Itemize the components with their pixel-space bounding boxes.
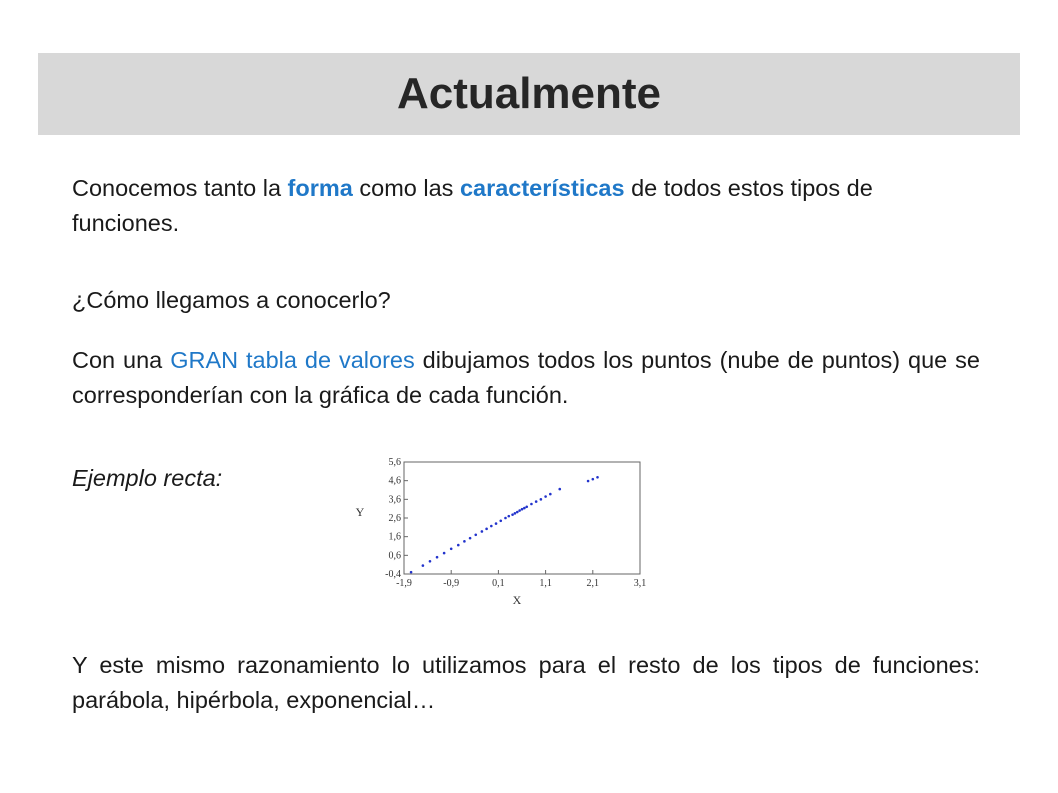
data-point <box>511 513 514 516</box>
highlight-tabla: GRAN tabla de valores <box>170 347 415 373</box>
data-point <box>410 571 413 574</box>
data-point <box>436 556 439 559</box>
y-tick-label: 1,6 <box>388 531 401 543</box>
data-point <box>530 503 533 506</box>
data-point <box>457 544 460 547</box>
data-point <box>469 537 472 540</box>
data-point <box>518 509 521 512</box>
highlight-caracteristicas: características <box>459 175 625 201</box>
data-point <box>558 488 561 491</box>
y-tick-label: 4,6 <box>388 475 401 487</box>
y-tick-label: 2,6 <box>388 513 401 524</box>
data-point <box>429 560 432 563</box>
example-label: Ejemplo recta: <box>72 465 223 491</box>
data-point <box>587 480 590 483</box>
y-axis-label: Y <box>355 505 365 519</box>
y-tick-label: -0,4 <box>385 569 401 580</box>
data-point <box>422 564 425 567</box>
data-point <box>463 540 466 543</box>
data-point <box>596 476 599 479</box>
method-text-a: Con una <box>72 347 171 373</box>
data-point <box>549 493 552 496</box>
x-tick-label: 2,1 <box>586 578 600 589</box>
data-point <box>450 548 453 551</box>
data-point <box>525 506 528 509</box>
paragraph-intro <box>72 171 980 241</box>
data-point <box>507 515 510 518</box>
intro-text-e: de todos estos tipos de funciones. <box>72 175 873 236</box>
intro-text-a: Conocemos tanto la <box>72 175 288 201</box>
x-tick-label: -0,9 <box>443 578 460 589</box>
scatter-chart-svg <box>340 448 650 608</box>
data-point <box>499 520 502 523</box>
title-bar <box>38 53 1020 135</box>
x-axis-label: X <box>512 593 522 607</box>
method-text-c: dibujamos todos los puntos (nube de puntos) que se corresponderían con la gráfica de cada función. <box>72 347 980 408</box>
data-point <box>495 522 498 525</box>
data-point <box>481 530 484 533</box>
y-tick-label: 0,6 <box>388 550 401 562</box>
data-point <box>443 552 446 555</box>
data-point <box>540 498 543 501</box>
data-point <box>504 517 507 520</box>
y-tick-label: 3,6 <box>388 494 401 506</box>
scatter-chart <box>340 448 650 608</box>
data-point <box>490 525 493 528</box>
x-tick-label: -1,9 <box>396 578 412 589</box>
data-point <box>523 507 526 510</box>
x-tick-label: 3,1 <box>633 578 647 589</box>
data-point <box>521 508 524 511</box>
data-point <box>516 511 519 514</box>
data-point <box>535 500 538 503</box>
intro-text-c: como las <box>352 175 460 201</box>
paragraph-conclusion: Y este mismo razonamiento lo utilizamos para el resto de los tipos de funciones: parábola, hipérbola, exponencial… <box>72 652 980 713</box>
paragraph-question: ¿Cómo llegamos a conocerlo? <box>72 287 391 313</box>
plot-frame <box>404 462 640 574</box>
data-point <box>592 478 595 481</box>
data-point <box>485 528 488 531</box>
y-tick-label: 5,6 <box>388 457 401 468</box>
x-tick-label: 0,1 <box>492 578 505 589</box>
x-tick-label: 1,1 <box>539 578 552 589</box>
data-point <box>474 534 477 537</box>
data-point <box>514 512 517 515</box>
slide-title: Actualmente <box>396 69 662 118</box>
data-point <box>544 495 547 498</box>
highlight-forma: forma <box>287 175 353 201</box>
paragraph-method <box>72 343 980 413</box>
